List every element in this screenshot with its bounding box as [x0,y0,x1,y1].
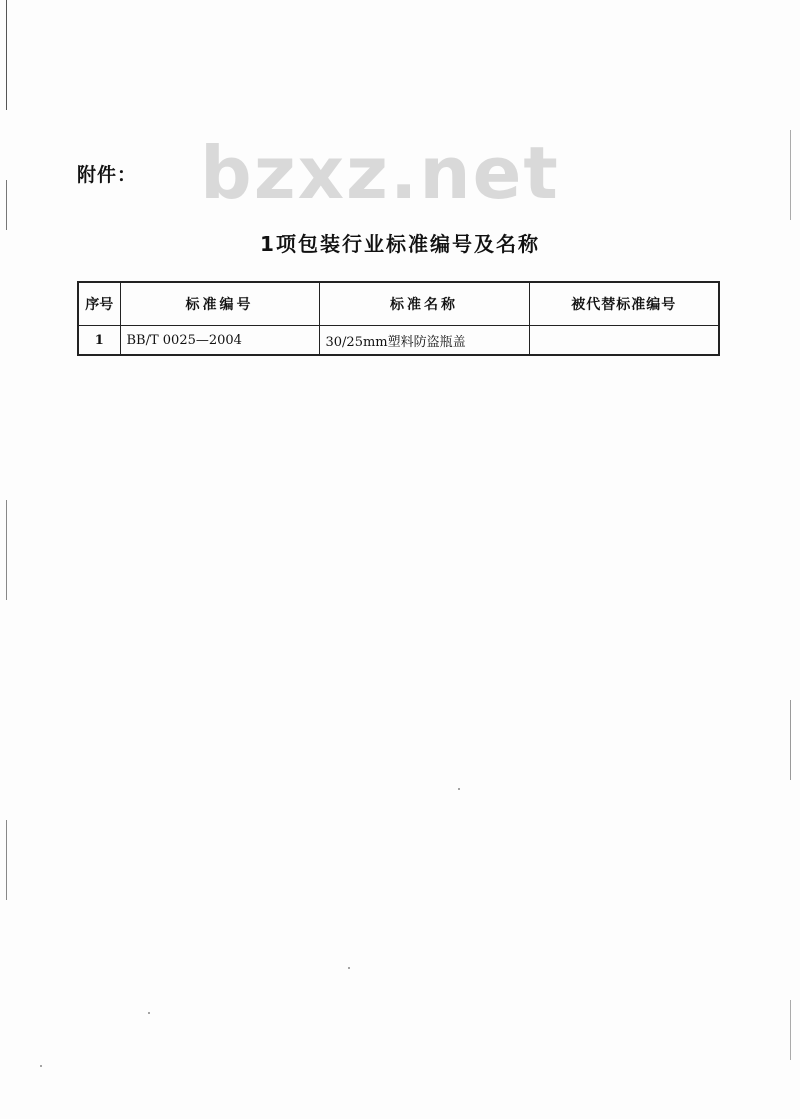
header-standard-number: 标准编号 [120,282,319,326]
cell-replaced-number [529,326,719,356]
scan-speck [458,788,460,790]
cell-seq: 1 [78,326,120,356]
header-standard-name: 标准名称 [319,282,529,326]
cell-standard-number: BB/T 0025—2004 [120,326,319,356]
standards-table [77,281,720,356]
watermark: bzxz.net [200,131,560,215]
scan-speck [348,967,350,969]
header-seq: 序号 [78,282,120,326]
cell-standard-name: 30/25mm塑料防盗瓶盖 [319,326,529,356]
table-header-row [78,282,719,326]
scan-speck [148,1012,150,1014]
scan-edge-left [6,0,7,1119]
header-replaced-number: 被代替标准编号 [529,282,719,326]
table-row [78,326,719,356]
attachment-label: 附件： [77,164,138,186]
document-title: 1项包装行业标准编号及名称 [260,232,540,256]
scan-edge-right [790,0,791,1119]
scan-speck [40,1065,42,1067]
